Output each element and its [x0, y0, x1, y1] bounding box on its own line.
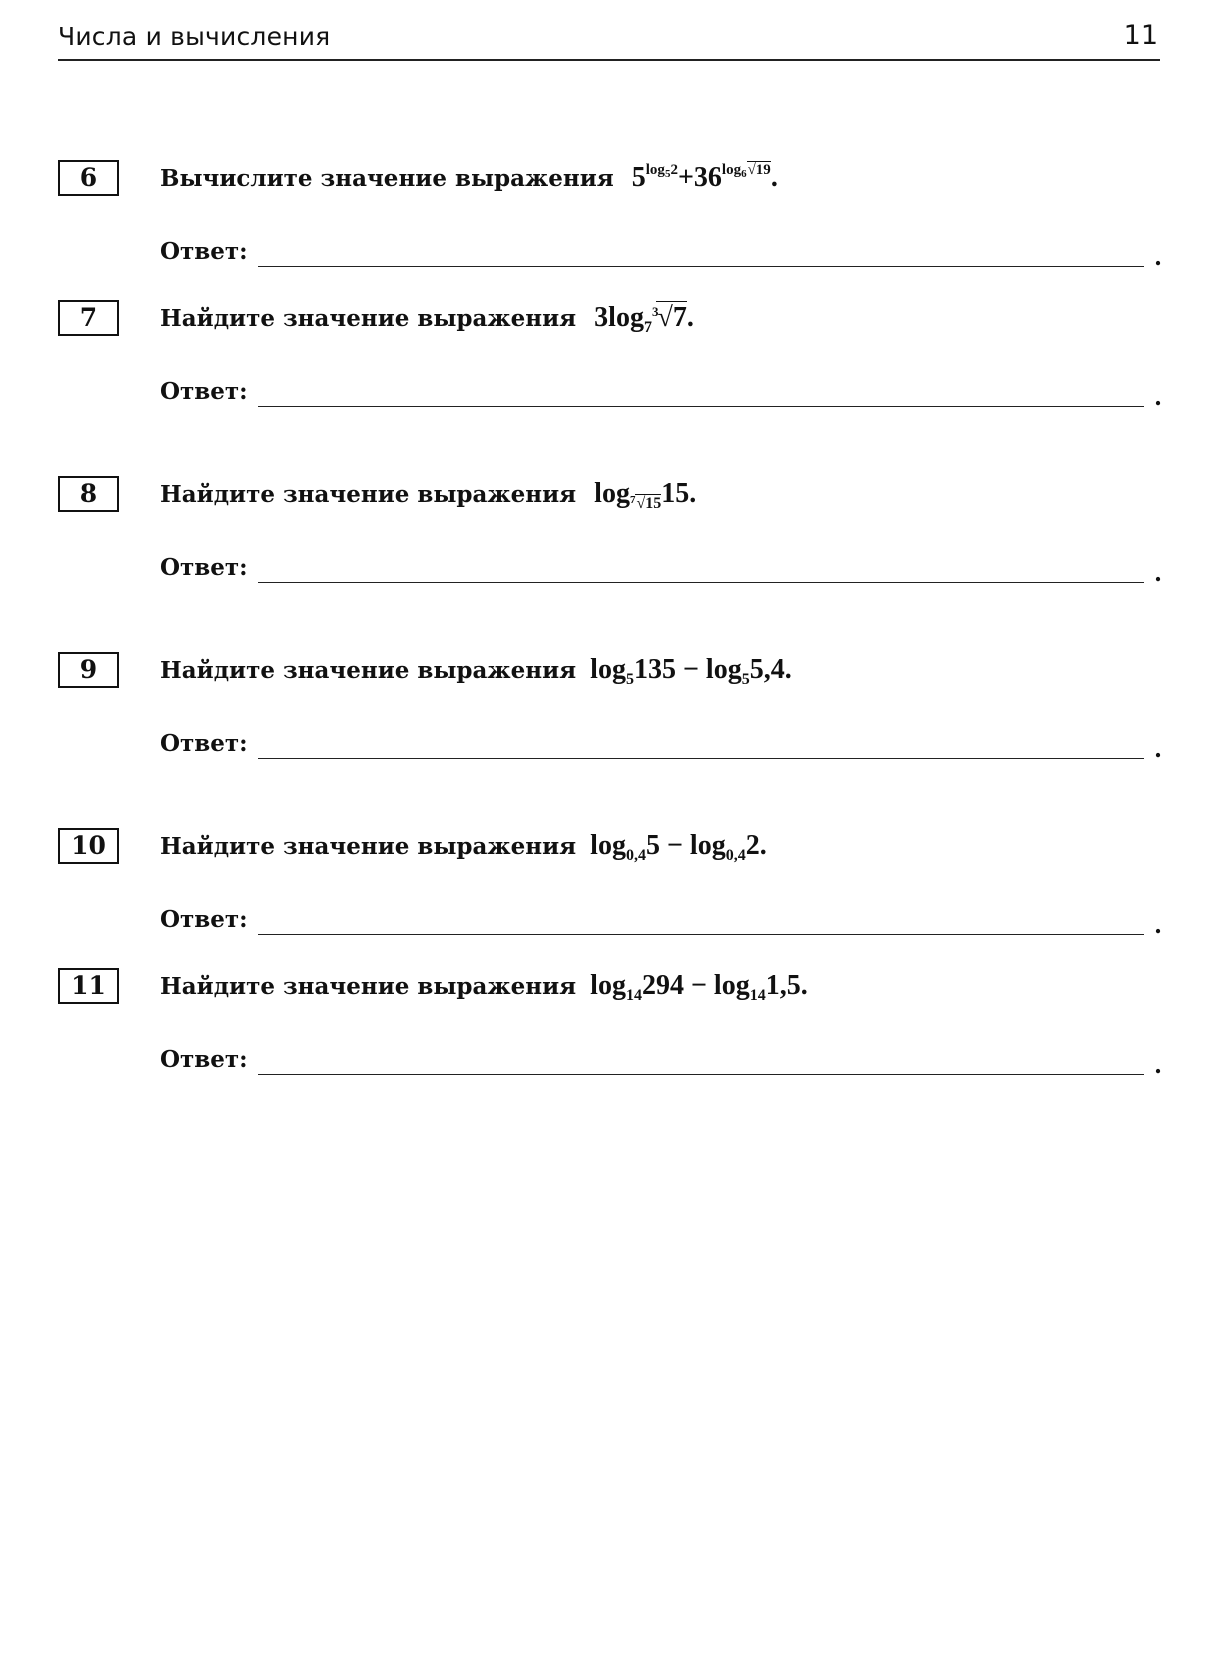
answer-row: [160, 1046, 1163, 1082]
task-question: [160, 302, 694, 334]
task-question: [160, 478, 696, 510]
answer-label: Ответ:: [160, 730, 248, 757]
task-number-box: 6: [58, 160, 119, 196]
answer-period: .: [1154, 560, 1163, 587]
answer-row: [160, 730, 1163, 766]
task-number-box: 11: [58, 968, 119, 1004]
answer-row: [160, 378, 1163, 414]
task-number-box: 8: [58, 476, 119, 512]
answer-label: Ответ:: [160, 554, 248, 581]
answer-field[interactable]: [258, 934, 1144, 935]
task-question: [160, 970, 808, 1002]
math-expression: $\log_{0,4}5 - \log_{0,4}2$.: [590, 830, 767, 864]
task-8: [0, 476, 1216, 596]
answer-row: [160, 906, 1163, 942]
answer-label: Ответ:: [160, 238, 248, 265]
question-text: Найдите значение выражения: [160, 481, 577, 508]
answer-period: .: [1154, 736, 1163, 763]
task-number-box: 7: [58, 300, 119, 336]
task-10: [0, 828, 1216, 948]
answer-field[interactable]: [258, 1074, 1144, 1075]
answer-label: Ответ:: [160, 1046, 248, 1073]
answer-field[interactable]: [258, 266, 1144, 267]
task-question: [160, 830, 767, 862]
math-expression: $\log_{^7√15}15$.: [594, 478, 697, 512]
math-expression: $\log_{14}294 - \log_{14}1,5$.: [590, 970, 808, 1004]
task-9: [0, 652, 1216, 772]
task-number-box: 10: [58, 828, 119, 864]
task-11: [0, 968, 1216, 1088]
answer-field[interactable]: [258, 406, 1144, 407]
section-title: Числа и вычисления: [58, 22, 331, 51]
answer-period: .: [1154, 912, 1163, 939]
math-expression: $3\log_7^3√7$.: [594, 302, 694, 336]
answer-label: Ответ:: [160, 906, 248, 933]
answer-label: Ответ:: [160, 378, 248, 405]
math-expression: $\log_5135 - \log_55,4$.: [590, 654, 792, 688]
question-text: Найдите значение выражения: [160, 305, 577, 332]
answer-period: .: [1154, 1052, 1163, 1079]
page-number: 11: [1123, 20, 1158, 51]
answer-period: .: [1154, 384, 1163, 411]
question-text: Найдите значение выражения: [160, 973, 577, 1000]
header-divider: [58, 59, 1160, 61]
question-text: Найдите значение выражения: [160, 833, 577, 860]
answer-row: [160, 238, 1163, 274]
answer-field[interactable]: [258, 582, 1144, 583]
task-question: [160, 162, 778, 194]
task-7: [0, 300, 1216, 420]
task-question: [160, 654, 792, 686]
question-text: Найдите значение выражения: [160, 657, 577, 684]
question-text: Вычислите значение выражения: [160, 165, 614, 192]
math-expression: $5^{log_52}+36^{log_6√19}$.: [631, 162, 778, 193]
answer-period: .: [1154, 244, 1163, 271]
task-number-box: 9: [58, 652, 119, 688]
task-6: [0, 160, 1216, 280]
answer-row: [160, 554, 1163, 590]
answer-field[interactable]: [258, 758, 1144, 759]
